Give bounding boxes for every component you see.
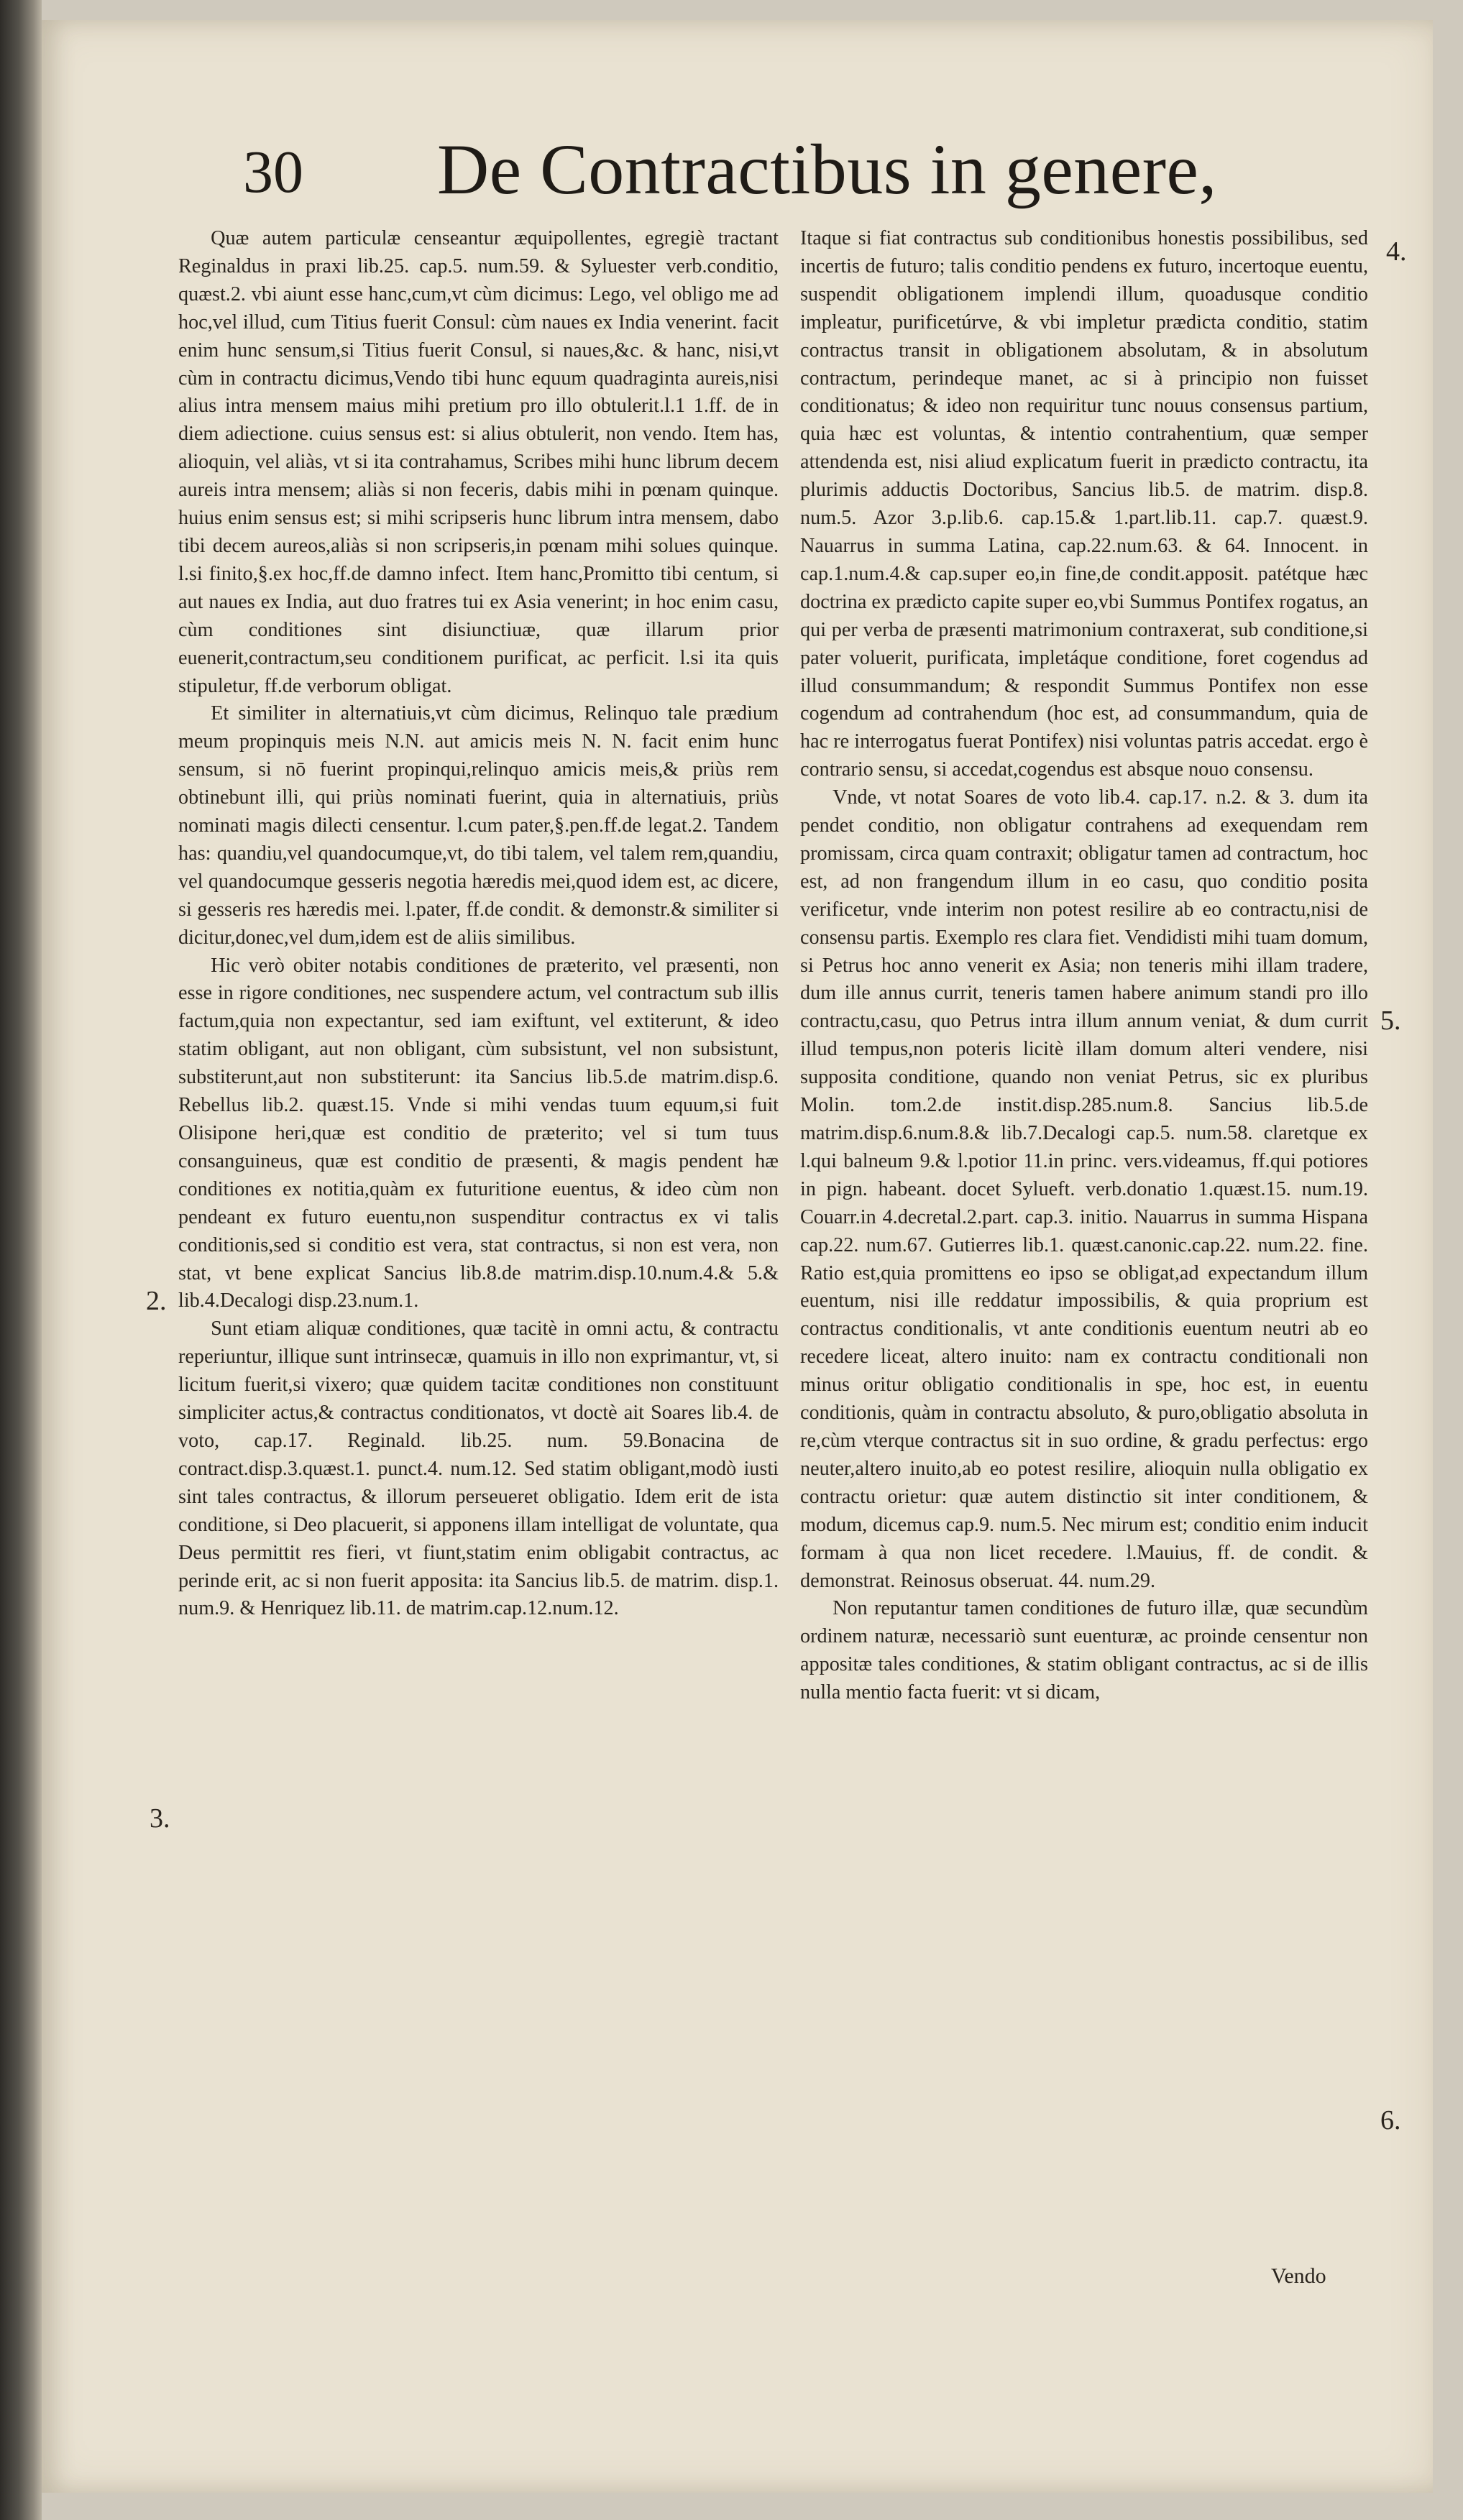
book-page (42, 20, 1433, 2493)
paragraph: Sunt etiam aliquæ conditiones, quæ tacitè in omni actu, & contractu reperiuntur, illique sunt intrinsecæ, quamuis in illo non exprimantur, vt, si licitum fuerit,si vixero; quæ quidem tacitæ conditiones non constituunt simpliciter actus,& contractus conditionatos, vt doctè ait Soares lib.4. de voto, cap.17. Reginald. lib.25. num. 59.Bonacina de contract.disp.3.quæst.1. punct.4. num.12. Sed statim obligant,modò iusti sint tales contractus, & illorum perseueret obligatio. Idem erit de ista conditione, si Deo placuerit, si apponens illam intelligat de voluntate, qua Deus permittit res fieri, vt fiunt,statim enim obligabit contractus, ac perinde erit, ac si non fuerit apposita: ita Sancius lib.5. de matrim. disp.1. num.9. & Henriquez lib.11. de matrim.cap.12.num.12. (178, 1318, 779, 1620)
paragraph: Non reputantur tamen conditiones de futuro illæ, quæ secundùm ordinem naturæ, necessariò sunt euenturæ, ac proinde censentur non appositæ tales conditiones, & statim obligant contractus, ac si de illis nulla mentio facta fuerit: vt si dicam, (800, 1597, 1368, 1704)
margin-number-6: 6. (1380, 2105, 1401, 2135)
margin-number-2: 2. (146, 1286, 167, 1316)
margin-number-4: 4. (1386, 236, 1407, 267)
running-title: De Contractibus in genere, (437, 129, 1217, 209)
right-text-column (800, 225, 1368, 2273)
paragraph: Itaque si fiat contractus sub conditionibus honestis possibilibus, sed incertis de futuro; talis conditio pendens ex futuro, incertoque euentu, suspendit obligationem implendi illum, quoadusque conditio impleatur, purificetúrve, & vbi impletur prædicta conditio, statim contractus transit in obligationem absolutam, & in absolutum contractum, perindeque manet, ac si à principio non fuisset conditionatus; & ideo non requiritur tunc nouus consensus partium, quia hæc est voluntas, & intentio contrahentium, quæ semper attendenda est, nisi aliud explicatum fuerit in prædicto contractu, ita plurimis adductis Doctoribus, Sancius lib.5. de matrim. disp.8. num.5. Azor 3.p.lib.6. cap.15.& 1.part.lib.11. cap.7. quæst.9. Nauarrus in summa Latina, cap.22.num.63. & 64. Innocent. in cap.1.num.4.& cap.super eo,in fine,de condit.apposit. patétque hæc doctrina ex prædicto capite super eo,vbi Summus Pontifex rogatus, an qui per verba de præsenti matrimonium contraxerat, sub conditione,si pater voluerit, purificata, impletáque conditione, foret cogendus ad illud consummandum; & respondit Summus Pontifex non esse cogendum ad contrahendum (hoc est, ad consummandum, quia de hac re interrogatus fuerat Pontifex) nisi voluntas patris accedat. ergo è contrario sensu, si accedat,cogendus est absque nouo consensu. (800, 227, 1368, 781)
margin-number-3: 3. (150, 1803, 170, 1834)
paragraph: Hic verò obiter notabis conditiones de præterito, vel præsenti, non esse in rigore conditiones, nec suspendere actum, vel contractum sub illis factum,quia non expectantur, sed iam exiftunt, vel extiterunt, & ideo statim obligant, aut non obligant, cùm subsistunt, vel non subsistunt, substiterunt,aut non substiterunt: ita Sancius lib.5.de matrim.disp.6. Rebellus lib.2. quæst.15. Vnde si mihi vendas tuum equum,si fuit Olisipone heri,quæ est conditio de præterito; vel si tum tuus consanguineus, quæ est conditio de præsenti, & magis pendent hæ conditiones ex notitia,quàm ex futuritione euentus, & ideo cùm non pendeant ex futuro euentu,non suspenditur contractus ex vi talis conditionis,sed si conditio est vera, stat contractus, si non est vera, non stat, vt bene explicat Sancius lib.8.de matrim.disp.10.num.4.& 5.& lib.4.Decalogi disp.23.num.1. (178, 954, 779, 1312)
paragraph: Quæ autem particulæ censeantur æquipollentes, egregiè tractant Reginaldus in praxi lib.25. cap.5. num.59. & Syluester verb.conditio, quæst.2. vbi aiunt esse hanc,cum,vt cùm dicimus: Lego, vel obligo me ad hoc,vel illud, cum Titius fuerit Consul: cùm naues ex India venerint. facit enim hunc sensum,si Titius fuerit Consul, si naues,&c. & hanc, nisi,vt cùm in contractu dicimus,Vendo tibi hunc equum quadraginta aureis,nisi alius intra mensem maius mihi pretium pro illo obtulerit.l.1 1.ff. de in diem adiectione. cuius sensus est: si alius obtulerit, non vendo. Item has, alioquin, vel aliàs, vt si ita contrahamus, Scribes mihi hunc librum decem aureis intra mensem; aliàs si non feceris, dabis mihi in pœnam quinque. huius enim sensus est; si mihi scripseris hunc librum intra mensem, dabo tibi decem aureos,aliàs si non scripseris,in pœnam mihi solues quinque. l.si finito,§.ex hoc,ff.de damno infect. Item hanc,Promitto tibi centum, si aut naues ex India, aut duo fratres tui ex Asia venerint; in hoc enim casu, cùm conditiones sint disiunctiuæ, quæ illarum prior euenerit,contractum,seu conditionem purificat, ac perficit. l.si ita quis stipuletur, ff.de verborum obligat. (178, 227, 779, 697)
paragraph: Vnde, vt notat Soares de voto lib.4. cap.17. n.2. & 3. dum ita pendet conditio, non obligatur contrahens ad exequendam rem promissam, circa quam contraxit; obligatur tamen ad contractum, hoc est, ad non frangendum illum in eo casu, quo conditio posita verificetur, vnde interim non potest resilire ab eo contractu,nisi de consensu partis. Exemplo res clara fiet. Vendidisti mihi tuam domum, si Petrus hoc anno venerit ex Asia; non teneris mihi illam tradere, dum ille annus currit, teneris tamen habere animum standi pro illo contractu,casu, quo Petrus intra illum annum veniat, & dum currit illud tempus,non poteris licitè illam domum alteri vendere, nisi supposita conditione, quando non veniat Petrus, sic ex pluribus Molin. tom.2.de instit.disp.285.num.8. Sancius lib.5.de matrim.disp.6.num.8.& lib.7.Decalogi cap.5. num.58. claretque ex l.qui balneum 9.& l.potior 11.in princ. vers.videamus, ff.qui potiores in pign. habeant. docet Sylueft. verb.donatio 1.quæst.15. num.19. Couarr.in 4.decretal.2.part. cap.3. initio. Nauarrus in summa Hispana cap.22. num.67. Gutierres lib.1. quæst.canonic.cap.22. num.22. fine. Ratio est,quia promittens eo ipso se obligat,ad expectandum illum euentum, nisi ille reddatur impossibilis, & quia proprium est contractus conditionalis, vt ante conditionis euentum neutri ab eo recedere liceat, altero inuito: nam ex contractu conditionali non minus oritur obligatio conditionalis in spe, hoc est, in euentu conditionis, quàm in contractu absoluto, & puro,obligatio absoluta in re,cùm vterque contractus sit in suo ordine, & gradu perfectus: ergo neuter,altero inuito,ab eo potest resilire, alioquin nulla obligatio ex contractu orietur: quæ autem distinctio sit inter conditionem, & modum, dicemus cap.9. num.5. Nec mirum est; conditio enim inducit formam à qua non licet recedere. l.Mauius, ff. de condit. & demonstrat. Reinosus obseruat. 44. num.29. (800, 786, 1368, 1592)
margin-number-5: 5. (1380, 1006, 1401, 1036)
book-binding (0, 0, 42, 2520)
paragraph: Et similiter in alternatiuis,vt cùm dicimus, Relinquo tale prædium meum propinquis meis N.N. aut amicis meis N. N. facit enim hunc sensum, si nō fuerint propinqui,relinquo amicis meis,& priùs rem obtinebunt illi, qui priùs nominati fuerint, quia in alternatiuis, priùs nominati magis dilecti censentur. l.cum pater,§.pen.ff.de legat.2. Tandem has: quandiu,vel quandocumque,vt, do tibi talem, vel talem rem,quandiu, vel quandocumque gesseris negotia hæredis mei,quod idem est, ac dicere, si gesseris res hæredis mei. l.pater, ff.de condit. & demonstr.& similiter si dicitur,donec,vel dum,idem est de aliis similibus. (178, 702, 779, 949)
catchword: Vendo (1271, 2264, 1326, 2288)
page-number: 30 (243, 139, 303, 206)
running-head (193, 128, 1271, 221)
left-text-column (178, 225, 779, 2273)
